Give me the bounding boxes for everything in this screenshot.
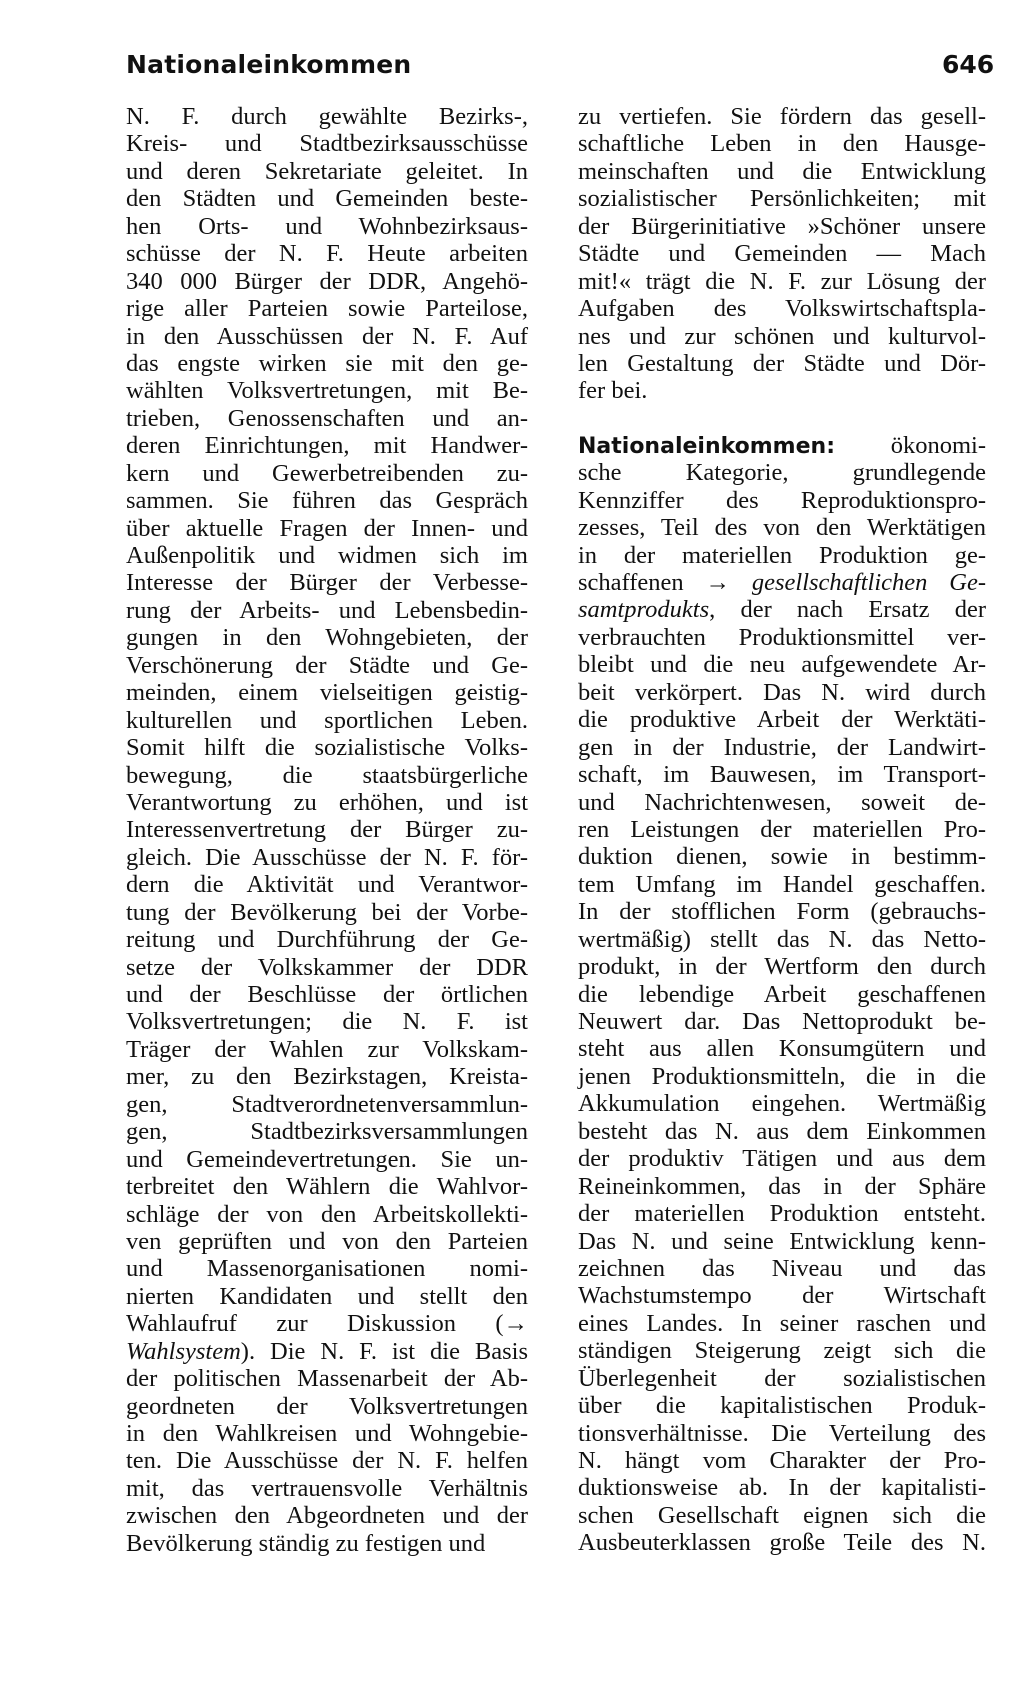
text-line: Aufgaben des Volkswirtschaftspla- xyxy=(578,295,986,323)
text-line: rige aller Parteien sowie Parteilose, xyxy=(126,295,528,323)
text-line: schläge der von den Arbeitskollekti- xyxy=(126,1200,528,1228)
text-line: steht aus allen Konsumgütern und xyxy=(578,1035,986,1063)
entry-heading-line xyxy=(578,432,986,459)
text-line: produkt, in der Wertform den durch xyxy=(578,953,986,981)
text-line: Städte und Gemeinden — Mach xyxy=(578,240,986,268)
text-line: Somit hilft die sozialistische Volks- xyxy=(126,734,528,762)
ref-suffix: ). Die N. F. ist die Basis xyxy=(240,1337,528,1365)
text-line: Träger der Wahlen zur Volkskam- xyxy=(126,1035,528,1063)
text-line: meinden, einem vielseitigen geistig- xyxy=(126,679,528,707)
text-line: Interesse der Bürger der Verbesse- xyxy=(126,569,528,597)
text-line: der materiellen Produktion entsteht. xyxy=(578,1200,986,1228)
text-line: mit!« trägt die N. F. zur Lösung der xyxy=(578,267,986,295)
text-line: in den Ausschüssen der N. F. Auf xyxy=(126,322,528,350)
cross-reference-link-cont[interactable]: samtprodukts xyxy=(578,596,710,624)
running-header-title: Nationaleinkommen xyxy=(126,50,412,79)
text-line: über aktuelle Fragen der Innen- und xyxy=(126,514,528,542)
text-line: Verschönerung der Städte und Ge- xyxy=(126,651,528,679)
text-line: tionsverhältnisse. Die Verteilung des xyxy=(578,1419,986,1447)
text-line: Kennziffer des Reproduktionspro- xyxy=(578,486,986,514)
left-column xyxy=(126,103,528,1557)
text-line: Verantwortung zu erhöhen, und ist xyxy=(126,788,528,816)
text-line: Akkumulation eingehen. Wertmäßig xyxy=(578,1090,986,1118)
text-line: Außenpolitik und widmen sich im xyxy=(126,542,528,569)
text-line: setze der Volkskammer der DDR xyxy=(126,953,528,981)
text-line: len Gestaltung der Städte und Dör- xyxy=(578,349,986,377)
text-line xyxy=(578,596,986,623)
text-line: die produktive Arbeit der Werktäti- xyxy=(578,706,986,734)
text-line: Neuwert dar. Das Nettoprodukt be- xyxy=(578,1008,986,1035)
entry-term: Nationaleinkommen: xyxy=(578,433,835,459)
text-line: schaftliche Leben in den Hausge- xyxy=(578,130,986,158)
text-line: der politischen Massenarbeit der Ab- xyxy=(126,1365,528,1393)
ref-suffix: , der nach Ersatz der xyxy=(709,596,986,624)
text-line: mit, das vertrauensvolle Verhältnis xyxy=(126,1474,528,1502)
text-line: das engste wirken sie mit den ge- xyxy=(126,349,528,377)
text-line: Ausbeuterklassen große Teile des N. xyxy=(578,1529,986,1557)
text-line: gen in der Industrie, der Landwirt- xyxy=(578,733,986,761)
text-line: kern und Gewerbetreibenden zu- xyxy=(126,459,528,487)
text-line xyxy=(578,569,986,596)
text-line: schen Gesellschaft eignen sich die xyxy=(578,1501,986,1529)
text-line: der Bürgerinitiative »Schöner unsere xyxy=(578,212,986,240)
text-line: sozialistischer Persönlichkeiten; mit xyxy=(578,185,986,213)
text-line: gen, Stadtverordnetenversammlun- xyxy=(126,1090,528,1118)
text-line: Bevölkerung ständig zu festigen und xyxy=(126,1529,486,1557)
text-line: wählten Volksvertretungen, mit Be- xyxy=(126,377,528,405)
text-line: mer, zu den Bezirkstagen, Kreista- xyxy=(126,1063,528,1091)
cross-reference-link[interactable]: Wahlsystem xyxy=(126,1337,241,1365)
text-line: wertmäßig) stellt das N. das Netto- xyxy=(578,925,986,953)
text-line: hen Orts- und Wohnbezirksaus- xyxy=(126,212,528,240)
text-line: die lebendige Arbeit geschaffenen xyxy=(578,980,986,1008)
text-line: trieben, Genossenschaften und an- xyxy=(126,404,528,432)
text-line: Reineinkommen, das in der Sphäre xyxy=(578,1172,986,1200)
text-line: tung der Bevölkerung bei der Vorbe- xyxy=(126,898,528,926)
text-line: Wachstumstempo der Wirtschaft xyxy=(578,1282,986,1310)
text-line: den Städten und Gemeinden beste- xyxy=(126,185,528,213)
text-line: tem Umfang im Handel geschaffen. xyxy=(578,870,986,898)
text-line: zesses, Teil des von den Werktätigen xyxy=(578,514,986,542)
text-line: Wahlaufruf zur Diskussion (→ xyxy=(126,1310,528,1338)
text-line: 340 000 Bürger der DDR, Angehö- xyxy=(126,267,528,295)
text-line: nierten Kandidaten und stellt den xyxy=(126,1282,528,1310)
text-line: N. hängt vom Charakter der Pro- xyxy=(578,1447,986,1474)
text-line: dern die Aktivität und Verantwor- xyxy=(126,871,528,899)
text-line: deren Einrichtungen, mit Handwer- xyxy=(126,432,528,460)
text-line: sammen. Sie führen das Gespräch xyxy=(126,487,528,515)
text-line: und Nachrichtenwesen, soweit de- xyxy=(578,788,986,816)
text-line: ständigen Steigerung zeigt sich die xyxy=(578,1337,986,1365)
text-line: N. F. durch gewählte Bezirks-, xyxy=(126,103,528,130)
text-line: in der materiellen Produktion ge- xyxy=(578,541,986,569)
ref-prefix: schaffenen → xyxy=(578,569,752,596)
page-number: 646 xyxy=(942,50,995,79)
text-line: gleich. Die Ausschüsse der N. F. för- xyxy=(126,843,528,871)
right-column xyxy=(578,103,986,1557)
text-line: und Massenorganisationen nomi- xyxy=(126,1255,528,1283)
text-line: und deren Sekretariate geleitet. In xyxy=(126,157,528,185)
text-line: fer bei. xyxy=(578,377,648,405)
text-line: duktion dienen, sowie in bestimm- xyxy=(578,843,986,871)
text-line: sche Kategorie, grundlegende xyxy=(578,459,986,487)
text-line: der produktiv Tätigen und aus dem xyxy=(578,1145,986,1173)
text-line: rung der Arbeits- und Lebensbedin- xyxy=(126,596,528,624)
text-line: Interessenvertretung der Bürger zu- xyxy=(126,816,528,844)
text-line xyxy=(126,1338,528,1365)
text-line: meinschaften und die Entwicklung xyxy=(578,157,986,185)
text-line: über die kapitalistischen Produk- xyxy=(578,1392,986,1420)
text-line: Volksvertretungen; die N. F. ist xyxy=(126,1008,528,1036)
text-line: ren Leistungen der materiellen Pro- xyxy=(578,815,986,843)
text-line: zwischen den Abgeordneten und der xyxy=(126,1502,528,1530)
text-line: duktionsweise ab. In der kapitalisti- xyxy=(578,1474,986,1502)
text-line: schaft, im Bauwesen, im Transport- xyxy=(578,761,986,789)
text-line: Das N. und seine Entwicklung kenn- xyxy=(578,1227,986,1255)
text-line: und Gemeindevertretungen. Sie un- xyxy=(126,1145,528,1173)
entry-gap xyxy=(578,405,986,432)
entry-heading-rest: ökonomi- xyxy=(835,431,986,459)
text-line: zeichnen das Niveau und das xyxy=(578,1254,986,1282)
text-line: reitung und Durchführung der Ge- xyxy=(126,926,528,954)
text-line: ven geprüften und von den Parteien xyxy=(126,1227,528,1255)
text-line: bleibt und die neu aufgewendete Ar- xyxy=(578,651,986,679)
text-line: und der Beschlüsse der örtlichen xyxy=(126,981,528,1008)
text-line: jenen Produktionsmitteln, die in die xyxy=(578,1062,986,1090)
text-line: gungen in den Wohngebieten, der xyxy=(126,624,528,652)
text-line: schüsse der N. F. Heute arbeiten xyxy=(126,240,528,268)
text-line: eines Landes. In seiner raschen und xyxy=(578,1309,986,1337)
text-line: geordneten der Volksvertretungen xyxy=(126,1392,528,1420)
text-line: Überlegenheit der sozialistischen xyxy=(578,1364,986,1392)
text-line: beit verkörpert. Das N. wird durch xyxy=(578,678,986,706)
text-line: In der stofflichen Form (gebrauchs- xyxy=(578,898,986,926)
text-line: kulturellen und sportlichen Leben. xyxy=(126,706,528,734)
text-line: Kreis- und Stadtbezirksausschüsse xyxy=(126,130,528,158)
text-line: terbreitet den Wählern die Wahlvor- xyxy=(126,1173,528,1201)
text-line: ten. Die Ausschüsse der N. F. helfen xyxy=(126,1447,528,1475)
cross-reference-link[interactable]: gesellschaftlichen Ge- xyxy=(751,569,986,596)
text-line: verbrauchten Produktionsmittel ver- xyxy=(578,623,986,651)
text-line: bewegung, die staatsbürgerliche xyxy=(126,761,528,789)
text-line: gen, Stadtbezirksversammlungen xyxy=(126,1118,528,1146)
text-line: in den Wahlkreisen und Wohngebie- xyxy=(126,1420,528,1447)
text-line: besteht das N. aus dem Einkommen xyxy=(578,1117,986,1145)
text-line: zu vertiefen. Sie fördern das gesell- xyxy=(578,103,986,130)
text-line: nes und zur schönen und kulturvol- xyxy=(578,322,986,350)
